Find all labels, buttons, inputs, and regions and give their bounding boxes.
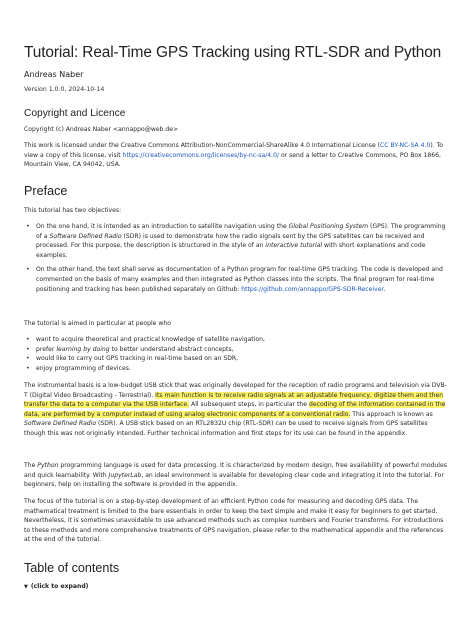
audience-text: want to acquire theoretical and practical knowledge of satellite navigation, bbox=[36, 336, 265, 343]
instr-em-sdr: Software Defined Radio bbox=[24, 420, 97, 428]
preface-intro: This tutorial has two objectives: bbox=[24, 207, 122, 214]
toc-expand-label: (click to expand) bbox=[30, 583, 89, 590]
list-item bbox=[24, 265, 450, 294]
obj1-text-c: (SDR) is used to demonstrate how the radio signals sent by the GPS satellites can be received and processed. For this purpose, the description is structured in the style of an bbox=[36, 232, 425, 250]
highlight-main-function: Its main function is to receive radio signals at an adjustable frequency, digitize them and then transfer the data to a computer via the USB interface. bbox=[24, 391, 444, 409]
copyright-heading: Copyright and Licence bbox=[24, 108, 126, 119]
list-item bbox=[24, 222, 450, 260]
aimed-text: The tutorial is aimed in particular at people who bbox=[24, 320, 171, 327]
obj1-em-sdr: Software Defined Radio bbox=[49, 232, 122, 240]
license-text-b: ). To view a copy of this license, visit bbox=[24, 142, 444, 159]
jupyterlab-em: JupyterLab bbox=[108, 471, 142, 479]
obj2-text-b: . bbox=[383, 285, 386, 293]
audience-text: prefer bbox=[36, 345, 57, 353]
focus-paragraph: The focus of the tutorial is on a step-by-step development of an efficient Python code for measuring and decoding GPS data. The mathematical treatment is limited to the bare essentials in order to keep the text simple and make it easy for beginners to get started. Nevertheless, it is sometimes unavoidable to use advanced methods such as complex numbers and Fourier transforms. For introductions to these methods and more comprehensive treatments of GPS navigation, please refer to the mathematical appendix and the references at the end of the tutorial. bbox=[24, 498, 444, 544]
list-item bbox=[24, 364, 450, 374]
toc-heading: Table of contents bbox=[24, 561, 120, 575]
instr-text-c: This approach is known as bbox=[350, 410, 433, 418]
python-text-c: , an ideal environment is available for developing clear code and integrating it into the tutorial. For beginners, help on installing the software is provided in the appendix. bbox=[24, 471, 444, 489]
list-item bbox=[24, 335, 450, 345]
list-item bbox=[24, 345, 450, 355]
audience-text: to better understand abstract concepts, bbox=[109, 345, 234, 353]
page-title: Tutorial: Real-Time GPS Tracking using RTL-SDR and Python bbox=[24, 44, 442, 61]
instrument-paragraph bbox=[24, 381, 450, 439]
github-link[interactable]: https://github.com/annappo/GPS-SDR-Receiver bbox=[241, 285, 384, 293]
license-paragraph bbox=[24, 141, 450, 170]
instr-text-d: (SDR). A USB stick based on an RTL2832U chip (RTL-SDR) can be used to receive signals from GPS satellites though this was not originally intended. Further technical information and first steps for its use can be found in the appendix. bbox=[24, 420, 428, 437]
python-paragraph bbox=[24, 461, 450, 490]
audience-text: enjoy programming of devices. bbox=[36, 364, 131, 372]
toc-expand-toggle[interactable] bbox=[24, 583, 88, 590]
triangle-down-icon: ▼ bbox=[24, 584, 28, 590]
license-link-url[interactable]: https://creativecommons.org/licenses/by-nc-sa/4.0/ bbox=[122, 151, 280, 159]
license-link-short[interactable]: CC BY-NC-SA 4.0 bbox=[380, 142, 431, 149]
license-text-a: This work is licensed under the Creative Commons Attribution-NonCommercial-ShareAlike 4.0 International License ( bbox=[24, 142, 381, 149]
preface-heading: Preface bbox=[24, 184, 68, 198]
list-item bbox=[24, 354, 450, 364]
obj2-text-a: On the other hand, the text shall serve as documentation of a Python program for real-time GPS tracking. The code is developed and commented on the basis of many examples and then integrated as Python classes into the scripts. The final program for real-time positioning and tracking has been published separately on Github: bbox=[36, 266, 443, 293]
version: Version 1.0.0, 2024-10-14 bbox=[24, 86, 105, 93]
python-em: Python bbox=[37, 462, 59, 469]
instr-text-b: All subsequent steps, in particular the bbox=[189, 401, 309, 409]
instr-text-a: The instrumental basis is a low-budget USB stick that was originally developed for the reception of radio programs and television via DVB-T (Digital Video Broadcasting - Terrestrial). bbox=[24, 382, 447, 399]
obj1-em-gps: Global Positioning System bbox=[288, 223, 369, 230]
obj1-text-a: On the one hand, it is intended as an introduction to satellite navigation using the bbox=[36, 223, 289, 230]
copyright-line: Copyright (c) Andreas Naber <annappo@web.de> bbox=[24, 126, 179, 133]
audience-text: would like to carry out GPS tracking in real-time based on an SDR, bbox=[36, 355, 239, 363]
highlight-decoding: decoding of the information contained in the data, are performed by a computer instead of using analog electronic components of a conventional radio. bbox=[24, 401, 446, 418]
license-text-c: or send a letter to Creative Commons, PO Box 1866, Mountain View, CA 94042, USA. bbox=[24, 151, 441, 169]
obj1-text-b: (GPS). The programming of a bbox=[36, 223, 446, 240]
python-text-b: programming language is used for data processing. It is characterized by modern design, free availability of powerful modules and quick learnability. With bbox=[24, 462, 447, 479]
author: Andreas Naber bbox=[24, 70, 84, 79]
objectives-list bbox=[24, 222, 450, 294]
audience-em: learning by doing bbox=[56, 345, 110, 353]
audience-list bbox=[24, 335, 450, 373]
obj1-em-tutorial: interactive tutorial bbox=[265, 242, 323, 250]
python-text-a: The bbox=[24, 462, 38, 469]
obj1-text-d: with short explanations and code examples. bbox=[36, 242, 426, 259]
